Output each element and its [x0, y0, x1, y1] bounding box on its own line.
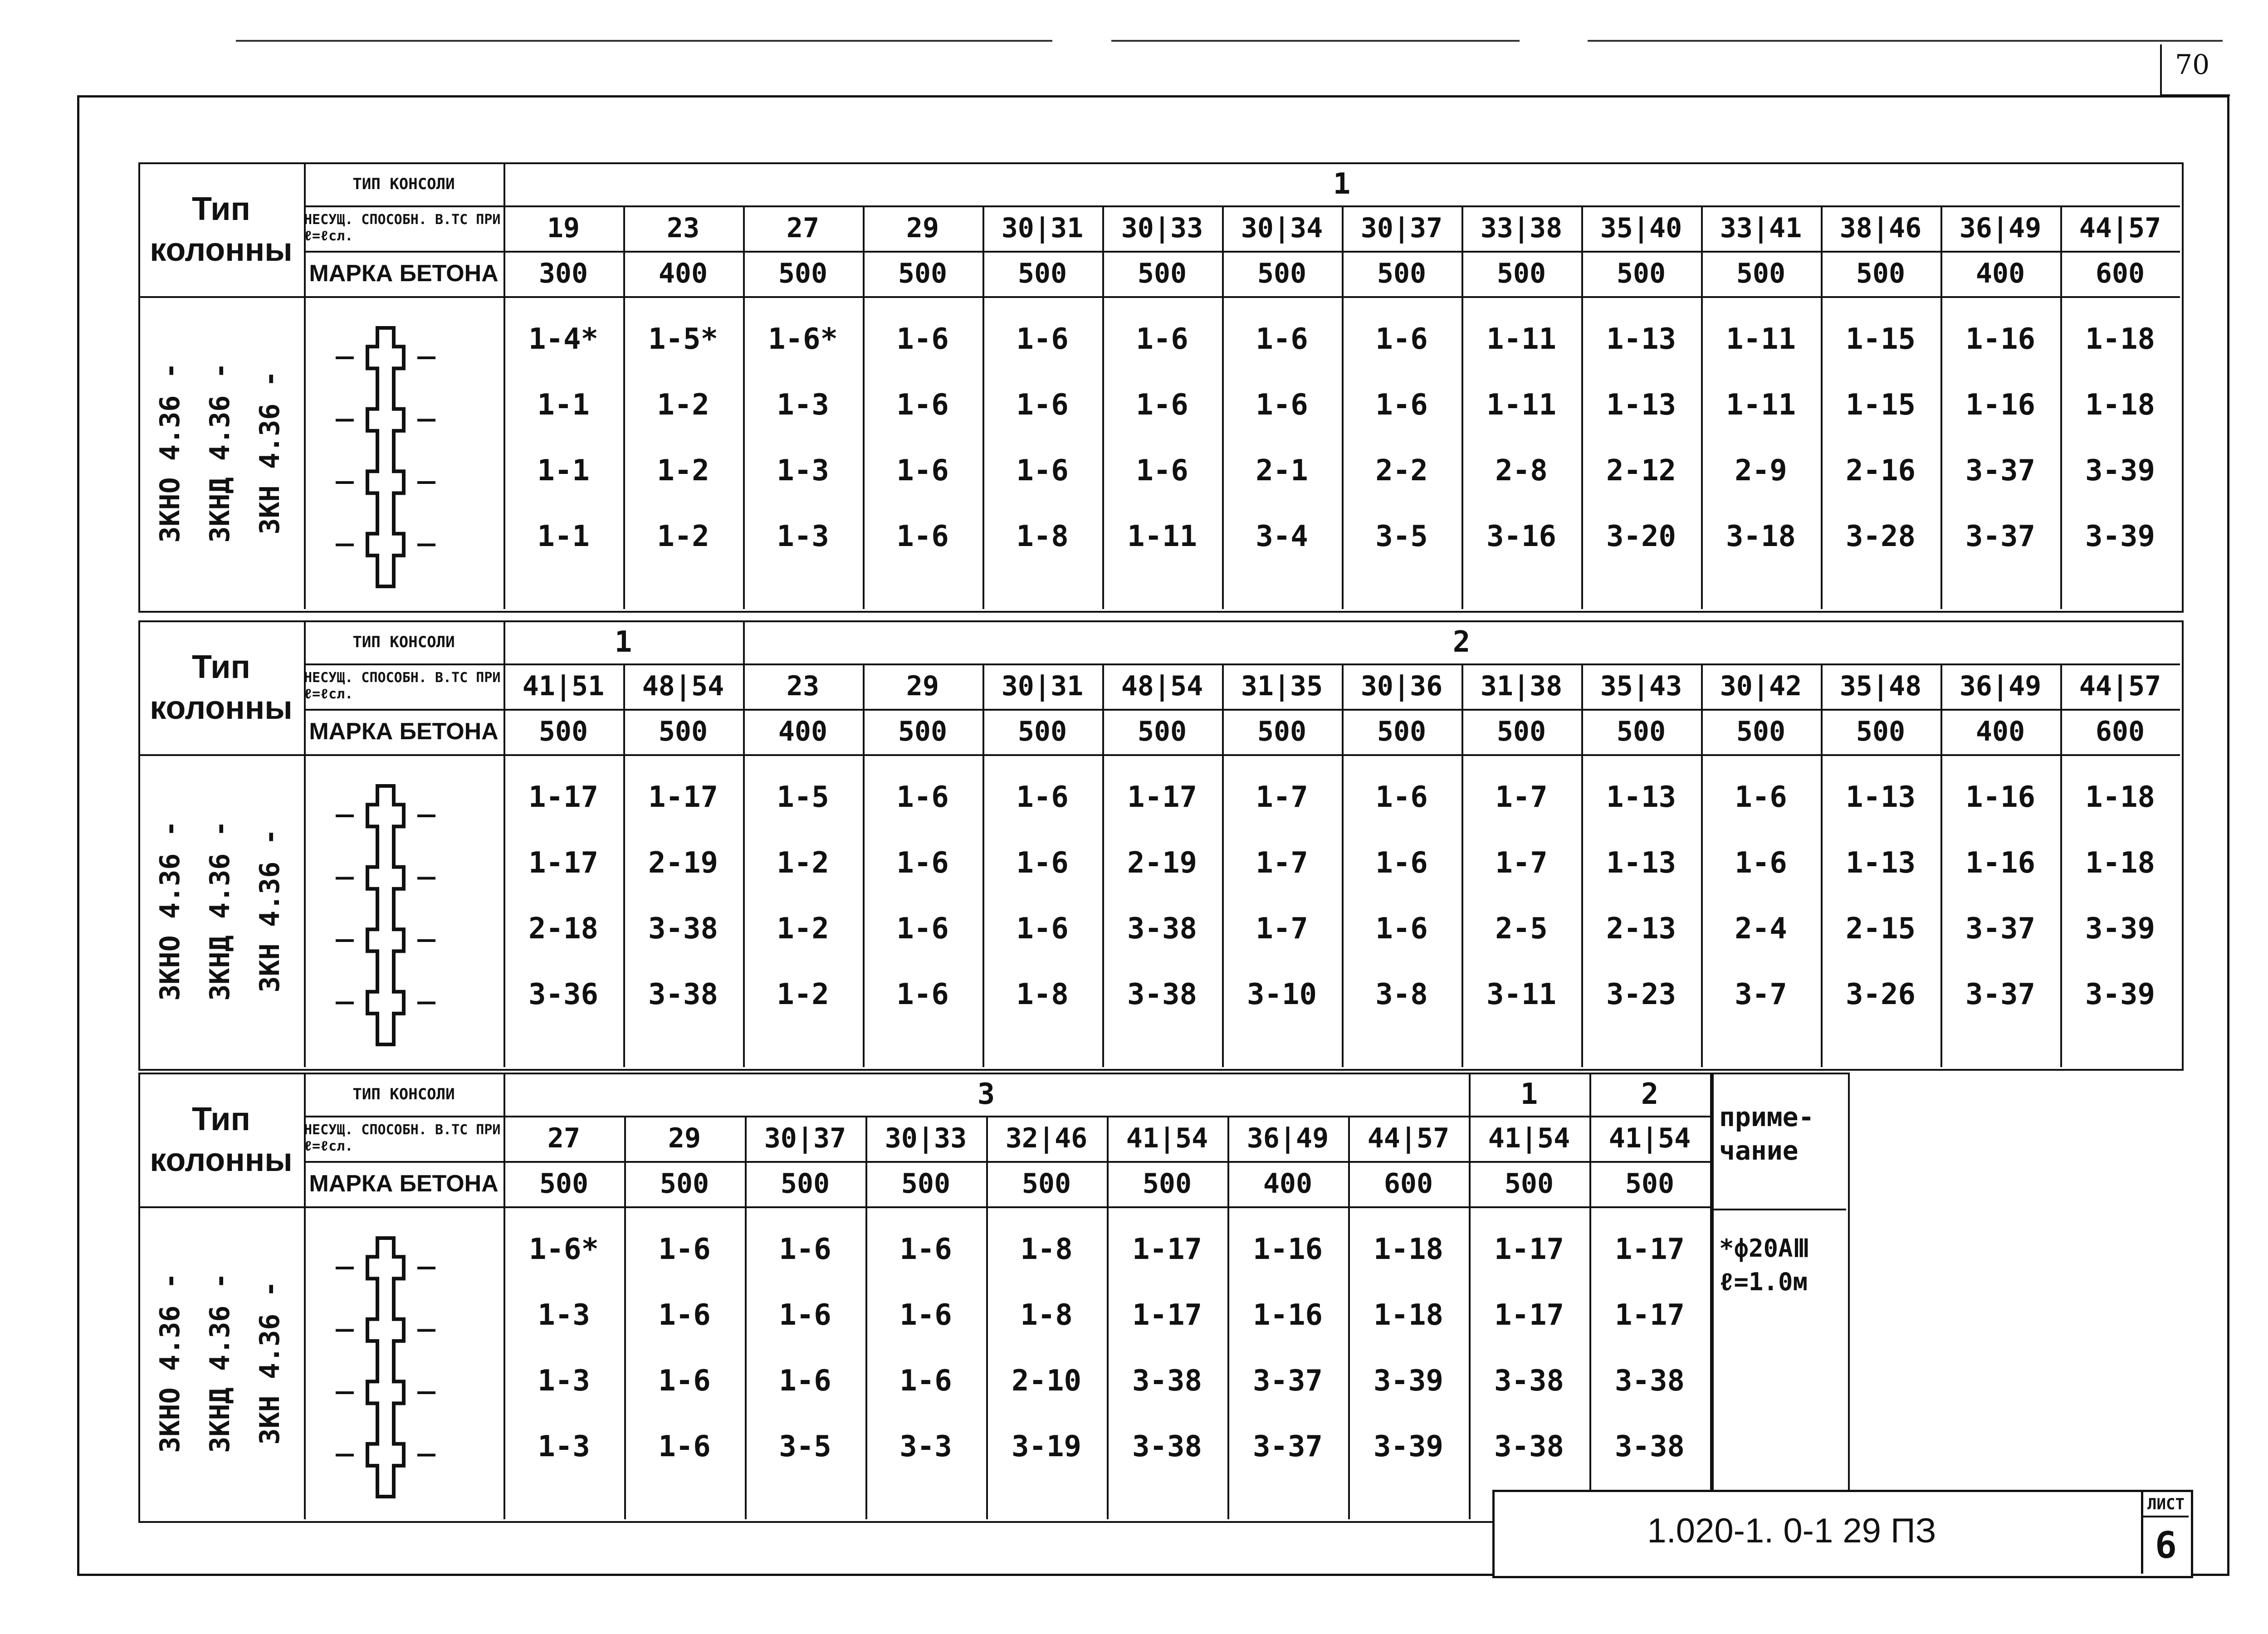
reinforcement-cell: 1-8 — [1020, 1233, 1073, 1266]
sheet-number: 6 — [2155, 1524, 2177, 1566]
capacity-cell: 30|33 — [1121, 212, 1203, 244]
reinforcement-cell: 1-6* — [528, 1233, 599, 1266]
reinforcement-cell: 3-37 — [1252, 1430, 1323, 1463]
reinforcement-cell: 1-6 — [1375, 912, 1428, 946]
reinforcement-cell: 3-4 — [1256, 520, 1308, 553]
capacity-cell: 41|54 — [1488, 1122, 1570, 1154]
column-mark-label: 3КНД 4.36 - — [204, 820, 236, 1001]
concrete-cell: 500 — [658, 716, 708, 747]
reinforcement-cell: 1-16 — [1965, 780, 2036, 814]
concrete-cell: 500 — [898, 258, 948, 289]
reinforcement-cell: 1-16 — [1965, 322, 2036, 356]
reinforcement-cell: 1-16 — [1252, 1298, 1323, 1332]
reinforcement-cell: 1-6 — [896, 912, 949, 946]
reinforcement-cell: 1-6 — [1375, 388, 1428, 422]
concrete-cell: 500 — [1496, 258, 1546, 289]
reinforcement-cell: 1-1 — [537, 454, 590, 488]
reinforcement-cell: 3-39 — [2085, 454, 2156, 488]
consol-type-label: ТИП КОНСОЛИ — [352, 1085, 455, 1103]
capacity-cell: 41|54 — [1126, 1122, 1208, 1154]
reinforcement-cell: 1-6 — [1256, 322, 1308, 356]
reinforcement-cell: 1-16 — [1252, 1233, 1323, 1266]
concrete-cell: 300 — [538, 258, 588, 289]
reinforcement-cell: 1-6 — [896, 780, 949, 814]
column-mark-label: 3КНД 4.36 - — [204, 362, 236, 543]
concrete-cell: 500 — [1017, 716, 1067, 747]
reinforcement-cell: 1-7 — [1256, 912, 1308, 946]
reinforcement-cell: 1-13 — [1845, 780, 1916, 814]
reinforcement-cell: 1-1 — [537, 388, 590, 422]
reinforcement-cell: 3-20 — [1606, 520, 1677, 553]
reinforcement-cell: 1-2 — [777, 978, 829, 1011]
reinforcement-cell: 1-6 — [899, 1233, 952, 1266]
concrete-cell: 500 — [1496, 716, 1546, 747]
reinforcement-cell: 1-6 — [658, 1364, 711, 1398]
reinforcement-cell: 1-6 — [1016, 388, 1069, 422]
concrete-cell: 500 — [538, 716, 588, 747]
reinforcement-cell: 1-6 — [899, 1364, 952, 1398]
reinforcement-cell: 3-37 — [1965, 454, 2036, 488]
reinforcement-cell: 1-6 — [896, 388, 949, 422]
column-mark-label: 3КНО 4.36 - — [154, 1273, 186, 1453]
reinforcement-cell: 3-39 — [2085, 978, 2156, 1011]
reinforcement-cell: 2-4 — [1735, 912, 1787, 946]
reinforcement-cell: 1-18 — [1373, 1233, 1444, 1266]
concrete-cell: 500 — [539, 1168, 589, 1200]
reinforcement-cell: 3-23 — [1606, 978, 1677, 1011]
concrete-cell: 500 — [1625, 1168, 1675, 1200]
capacity-cell: 48|54 — [1121, 670, 1203, 702]
reinforcement-cell: 1-3 — [777, 388, 829, 422]
reinforcement-cell: 1-11 — [1725, 388, 1796, 422]
concrete-cell: 500 — [660, 1168, 709, 1200]
concrete-cell: 400 — [1975, 258, 2025, 289]
reinforcement-cell: 3-16 — [1486, 520, 1557, 553]
reinforcement-cell: 1-6 — [1136, 388, 1188, 422]
reinforcement-cell: 3-18 — [1725, 520, 1796, 553]
capacity-cell: 48|54 — [642, 670, 724, 702]
capacity-label: НЕСУЩ. СПОСОБН. В.ТС ПРИ ℓ=ℓсл. — [304, 212, 501, 244]
capacity-cell: 35|48 — [1839, 670, 1922, 702]
reinforcement-cell: 3-28 — [1845, 520, 1916, 553]
concrete-cell: 500 — [1142, 1168, 1192, 1200]
reinforcement-cell: 1-6 — [779, 1233, 831, 1266]
reinforcement-cell: 2-2 — [1375, 454, 1428, 488]
reinforcement-cell: 3-19 — [1011, 1430, 1082, 1463]
reinforcement-cell: 3-5 — [779, 1430, 831, 1463]
reinforcement-cell: 1-3 — [538, 1298, 590, 1332]
column-outline — [367, 786, 404, 1044]
reinforcement-cell: 1-7 — [1256, 846, 1308, 880]
concrete-cell: 500 — [1736, 716, 1786, 747]
reinforcement-cell: 1-6 — [1016, 322, 1069, 356]
reinforcement-cell: 1-13 — [1606, 388, 1677, 422]
reinforcement-cell: 3-7 — [1735, 978, 1787, 1011]
reinforcement-cell: 1-6 — [779, 1364, 831, 1398]
consol-group-label: 3 — [977, 1077, 995, 1111]
capacity-cell: 29 — [906, 670, 939, 702]
capacity-cell: 27 — [786, 212, 820, 244]
consol-group-label: 1 — [1333, 167, 1351, 201]
reinforcement-cell: 1-7 — [1495, 846, 1548, 880]
reinforcement-cell: 3-39 — [1373, 1364, 1444, 1398]
capacity-cell: 44|57 — [2079, 670, 2161, 702]
reinforcement-cell: 1-18 — [2085, 322, 2156, 356]
reinforcement-cell: 1-11 — [1486, 388, 1557, 422]
reinforcement-cell: 1-6 — [896, 520, 949, 553]
reinforcement-cell: 1-17 — [528, 780, 599, 814]
reinforcement-cell: 1-2 — [657, 520, 709, 553]
reinforcement-cell: 3-38 — [1127, 978, 1198, 1011]
reinforcement-cell: 3-39 — [2085, 520, 2156, 553]
concrete-cell: 400 — [658, 258, 708, 289]
column-outline — [367, 1238, 404, 1497]
note-label: приме- чание — [1719, 1102, 1814, 1166]
reinforcement-cell: 1-17 — [1494, 1233, 1564, 1266]
reinforcement-cell: 1-6 — [779, 1298, 831, 1332]
capacity-cell: 30|31 — [1001, 212, 1084, 244]
top-border-dash — [1588, 40, 2223, 42]
reinforcement-cell: 1-8 — [1016, 978, 1069, 1011]
concrete-grade-label: МАРКА БЕТОНА — [309, 260, 499, 287]
reinforcement-cell: 2-16 — [1845, 454, 1916, 488]
reinforcement-cell: 1-1 — [537, 520, 590, 553]
reinforcement-cell: 2-19 — [1127, 846, 1198, 880]
reinforcement-cell: 3-38 — [1132, 1364, 1202, 1398]
reinforcement-cell: 1-18 — [2085, 846, 2156, 880]
column-mark-label: 3КНО 4.36 - — [154, 820, 186, 1001]
reinforcement-cell: 1-2 — [657, 454, 709, 488]
column-outline — [367, 328, 404, 586]
reinforcement-cell: 1-6* — [767, 322, 838, 356]
capacity-label: НЕСУЩ. СПОСОБН. В.ТС ПРИ ℓ=ℓсл. — [304, 670, 501, 702]
reinforcement-cell: 1-7 — [1256, 780, 1308, 814]
reinforcement-cell: 1-17 — [1614, 1298, 1685, 1332]
reinforcement-cell: 1-6 — [1136, 454, 1188, 488]
concrete-cell: 600 — [2095, 258, 2145, 289]
reinforcement-cell: 1-17 — [1494, 1298, 1564, 1332]
drawing-code: 1.020-1. 0-1 29 ПЗ — [1647, 1511, 1936, 1550]
reinforcement-cell: 3-5 — [1375, 520, 1428, 553]
reinforcement-cell: 3-11 — [1486, 978, 1557, 1011]
reinforcement-cell: 1-6 — [896, 454, 949, 488]
reinforcement-cell: 1-6 — [1375, 322, 1428, 356]
concrete-cell: 500 — [1257, 716, 1307, 747]
capacity-cell: 29 — [668, 1122, 701, 1154]
reinforcement-cell: 1-17 — [1127, 780, 1198, 814]
reinforcement-cell: 1-15 — [1845, 322, 1916, 356]
capacity-cell: 32|46 — [1005, 1122, 1088, 1154]
capacity-cell: 35|40 — [1600, 212, 1682, 244]
concrete-grade-label: МАРКА БЕТОНА — [309, 718, 499, 745]
reinforcement-cell: 1-6 — [1375, 780, 1428, 814]
capacity-cell: 30|34 — [1241, 212, 1323, 244]
reinforcement-cell: 1-2 — [777, 846, 829, 880]
reinforcement-cell: 1-6 — [1256, 388, 1308, 422]
concrete-cell: 500 — [1736, 258, 1786, 289]
reinforcement-cell: 3-38 — [1494, 1364, 1564, 1398]
reinforcement-cell: 1-6 — [1735, 780, 1787, 814]
reinforcement-cell: 3-8 — [1375, 978, 1428, 1011]
reinforcement-cell: 1-11 — [1486, 322, 1557, 356]
reinforcement-cell: 1-18 — [1373, 1298, 1444, 1332]
top-border-dash — [236, 40, 1052, 42]
reinforcement-cell: 1-15 — [1845, 388, 1916, 422]
concrete-cell: 500 — [898, 716, 948, 747]
concrete-cell: 500 — [1616, 716, 1666, 747]
grid-line — [138, 296, 2180, 298]
concrete-cell: 500 — [1137, 716, 1187, 747]
reinforcement-cell: 1-13 — [1606, 780, 1677, 814]
column-type-label: Тип колонны — [150, 190, 293, 268]
reinforcement-cell: 1-6 — [1016, 780, 1069, 814]
reinforcement-cell: 3-37 — [1252, 1364, 1323, 1398]
reinforcement-cell: 1-4* — [528, 322, 599, 356]
reinforcement-cell: 3-37 — [1965, 520, 2036, 553]
reinforcement-cell: 1-6 — [1016, 846, 1069, 880]
capacity-cell: 36|49 — [1246, 1122, 1329, 1154]
grid-line — [138, 1206, 1710, 1208]
reinforcement-cell: 1-3 — [538, 1364, 590, 1398]
concrete-cell: 400 — [778, 716, 828, 747]
capacity-cell: 33|41 — [1720, 212, 1802, 244]
column-mark-label: 3КН 4.36 - — [254, 829, 286, 993]
column-type-label: Тип колонны — [150, 1101, 293, 1178]
reinforcement-cell: 1-17 — [648, 780, 719, 814]
reinforcement-cell: 3-38 — [1127, 912, 1198, 946]
reinforcement-cell: 1-6 — [658, 1298, 711, 1332]
capacity-cell: 44|57 — [2079, 212, 2161, 244]
reinforcement-cell: 1-13 — [1606, 846, 1677, 880]
capacity-cell: 31|35 — [1241, 670, 1323, 702]
reinforcement-cell: 3-38 — [1494, 1430, 1564, 1463]
capacity-cell: 29 — [906, 212, 939, 244]
note-text: *ф20АⅢ ℓ=1.0м — [1719, 1234, 1810, 1296]
reinforcement-cell: 2-19 — [648, 846, 719, 880]
reinforcement-cell: 3-10 — [1246, 978, 1317, 1011]
reinforcement-cell: 3-38 — [648, 978, 719, 1011]
sheet-label: ЛИСТ — [2143, 1493, 2189, 1517]
column-mark-label: 3КНД 4.36 - — [204, 1273, 236, 1453]
capacity-cell: 41|54 — [1608, 1122, 1691, 1154]
capacity-cell: 30|42 — [1720, 670, 1802, 702]
concrete-cell: 500 — [1377, 716, 1427, 747]
reinforcement-cell: 1-11 — [1725, 322, 1796, 356]
reinforcement-cell: 3-26 — [1845, 978, 1916, 1011]
reinforcement-cell: 1-6 — [896, 846, 949, 880]
reinforcement-cell: 2-13 — [1606, 912, 1677, 946]
column-mark-label: 3КН 4.36 - — [254, 1281, 286, 1445]
capacity-cell: 23 — [666, 212, 700, 244]
reinforcement-cell: 1-17 — [1132, 1298, 1202, 1332]
consol-group-label: 1 — [1520, 1077, 1538, 1111]
reinforcement-cell: 3-38 — [1614, 1430, 1685, 1463]
concrete-cell: 500 — [780, 1168, 830, 1200]
column-mark-label: 3КНО 4.36 - — [154, 362, 186, 543]
capacity-cell: 30|37 — [764, 1122, 846, 1154]
concrete-cell: 500 — [1257, 258, 1307, 289]
capacity-cell: 31|38 — [1480, 670, 1563, 702]
reinforcement-cell: 3-36 — [528, 978, 599, 1011]
reinforcement-cell: 1-17 — [528, 846, 599, 880]
capacity-cell: 36|49 — [1959, 212, 2042, 244]
reinforcement-cell: 1-6 — [658, 1233, 711, 1266]
concrete-cell: 500 — [1137, 258, 1187, 289]
concrete-cell: 500 — [1022, 1168, 1071, 1200]
reinforcement-cell: 2-8 — [1495, 454, 1548, 488]
reinforcement-cell: 3-39 — [2085, 912, 2156, 946]
reinforcement-cell: 1-18 — [2085, 780, 2156, 814]
concrete-cell: 600 — [2095, 716, 2145, 747]
reinforcement-cell: 1-5* — [648, 322, 719, 356]
concrete-cell: 500 — [1017, 258, 1067, 289]
reinforcement-cell: 1-2 — [657, 388, 709, 422]
capacity-cell: 41|51 — [522, 670, 605, 702]
reinforcement-cell: 2-15 — [1845, 912, 1916, 946]
concrete-cell: 600 — [1383, 1168, 1433, 1200]
capacity-cell: 23 — [786, 670, 820, 702]
concrete-cell: 500 — [1856, 716, 1906, 747]
page-number: 70 — [2175, 49, 2210, 81]
capacity-cell: 30|36 — [1360, 670, 1443, 702]
concrete-grade-label: МАРКА БЕТОНА — [309, 1171, 499, 1197]
reinforcement-cell: 2-10 — [1011, 1364, 1082, 1398]
reinforcement-cell: 1-2 — [777, 912, 829, 946]
reinforcement-cell: 1-6 — [1136, 322, 1188, 356]
concrete-cell: 500 — [1377, 258, 1427, 289]
reinforcement-cell: 2-1 — [1256, 454, 1308, 488]
column-sketch — [327, 777, 445, 1054]
reinforcement-cell: 1-3 — [777, 520, 829, 553]
reinforcement-cell: 1-18 — [2085, 388, 2156, 422]
reinforcement-cell: 1-6 — [896, 322, 949, 356]
concrete-cell: 500 — [778, 258, 828, 289]
reinforcement-cell: 2-5 — [1495, 912, 1548, 946]
reinforcement-cell: 1-5 — [777, 780, 829, 814]
grid-line — [138, 754, 2180, 756]
capacity-cell: 19 — [547, 212, 580, 244]
concrete-cell: 500 — [1856, 258, 1906, 289]
consol-group-label: 2 — [1452, 625, 1471, 659]
column-mark-label: 3КН 4.36 - — [254, 371, 286, 535]
reinforcement-cell: 1-6 — [899, 1298, 952, 1332]
reinforcement-cell: 3-38 — [1132, 1430, 1202, 1463]
reinforcement-cell: 1-17 — [1614, 1233, 1685, 1266]
capacity-cell: 38|46 — [1839, 212, 1922, 244]
concrete-cell: 400 — [1975, 716, 2025, 747]
consol-group-label: 1 — [614, 625, 632, 659]
reinforcement-cell: 3-39 — [1373, 1430, 1444, 1463]
capacity-cell: 30|33 — [885, 1122, 967, 1154]
column-type-label: Тип колонны — [150, 649, 293, 726]
grid-line — [1710, 1209, 1846, 1210]
reinforcement-cell: 1-8 — [1016, 520, 1069, 553]
reinforcement-cell: 1-6 — [1735, 846, 1787, 880]
reinforcement-cell: 2-12 — [1606, 454, 1677, 488]
reinforcement-cell: 1-6 — [1016, 912, 1069, 946]
column-sketch — [327, 319, 445, 595]
reinforcement-cell: 1-16 — [1965, 388, 2036, 422]
reinforcement-cell: 1-8 — [1020, 1298, 1073, 1332]
reinforcement-cell: 1-6 — [1016, 454, 1069, 488]
reinforcement-cell: 1-11 — [1127, 520, 1198, 553]
reinforcement-cell: 1-17 — [1132, 1233, 1202, 1266]
capacity-cell: 30|31 — [1001, 670, 1084, 702]
concrete-cell: 400 — [1263, 1168, 1313, 1200]
reinforcement-cell: 1-13 — [1606, 322, 1677, 356]
capacity-cell: 30|37 — [1360, 212, 1443, 244]
concrete-cell: 500 — [1504, 1168, 1554, 1200]
reinforcement-cell: 1-6 — [658, 1430, 711, 1463]
reinforcement-cell: 3-38 — [648, 912, 719, 946]
reinforcement-cell: 1-7 — [1495, 780, 1548, 814]
reinforcement-cell: 1-13 — [1845, 846, 1916, 880]
consol-group-label: 2 — [1641, 1077, 1659, 1111]
reinforcement-cell: 2-9 — [1735, 454, 1787, 488]
reinforcement-cell: 2-18 — [528, 912, 599, 946]
top-border-dash — [1111, 40, 1520, 42]
reinforcement-cell: 3-3 — [899, 1430, 952, 1463]
reinforcement-cell: 1-16 — [1965, 846, 2036, 880]
consol-type-label: ТИП КОНСОЛИ — [352, 633, 455, 651]
capacity-cell: 36|49 — [1959, 670, 2042, 702]
reinforcement-cell: 3-37 — [1965, 912, 2036, 946]
reinforcement-cell: 3-38 — [1614, 1364, 1685, 1398]
capacity-cell: 35|43 — [1600, 670, 1682, 702]
concrete-cell: 500 — [1616, 258, 1666, 289]
concrete-cell: 500 — [901, 1168, 951, 1200]
capacity-cell: 33|38 — [1480, 212, 1563, 244]
capacity-label: НЕСУЩ. СПОСОБН. В.ТС ПРИ ℓ=ℓсл. — [304, 1122, 501, 1154]
reinforcement-cell: 3-37 — [1965, 978, 2036, 1011]
capacity-cell: 44|57 — [1367, 1122, 1450, 1154]
consol-type-label: ТИП КОНСОЛИ — [352, 175, 455, 193]
reinforcement-cell: 1-3 — [538, 1430, 590, 1463]
reinforcement-cell: 1-6 — [1375, 846, 1428, 880]
capacity-cell: 27 — [547, 1122, 581, 1154]
reinforcement-cell: 1-6 — [896, 978, 949, 1011]
column-sketch — [327, 1229, 445, 1506]
reinforcement-cell: 1-3 — [777, 454, 829, 488]
